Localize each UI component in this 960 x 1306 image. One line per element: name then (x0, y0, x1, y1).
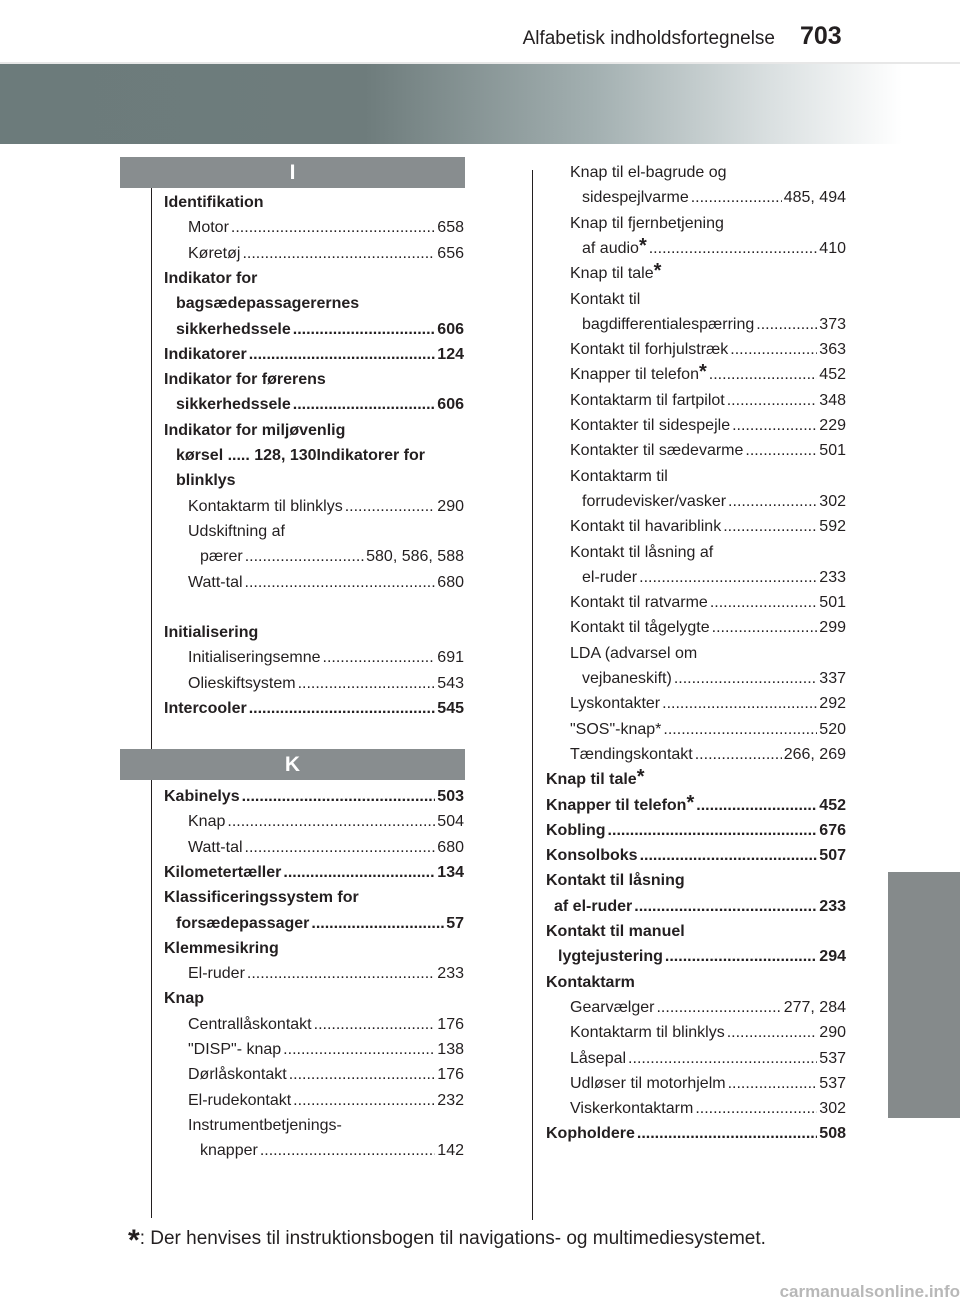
footnote-mark: * (128, 1224, 140, 1257)
column-rule-left (151, 188, 152, 1218)
index-entry-term: El-rudekontakt (188, 1091, 292, 1109)
index-entry (188, 1012, 464, 1037)
index-entry-term: Intercooler (164, 700, 247, 717)
index-entry-page: 680 (437, 573, 464, 591)
column-rule-right (532, 170, 533, 1220)
index-entry (570, 160, 846, 185)
index-entry-term: Tændingskontakt (570, 745, 693, 763)
header-banner (0, 64, 960, 144)
leader-dots (674, 666, 817, 691)
index-entry (570, 615, 846, 640)
index-entry (164, 190, 464, 215)
index-entry (546, 818, 846, 843)
index-entry-term: Udløser til motorhjelm (570, 1074, 726, 1092)
index-entry (188, 1113, 464, 1138)
index-entry (188, 835, 464, 860)
index-entry: af audio * ..... 410 (582, 236, 846, 261)
index-entry (188, 1037, 464, 1062)
index-entry-term: lygtejustering (558, 948, 663, 966)
index-entry (570, 514, 846, 539)
leader-dots (696, 793, 817, 818)
leader-dots (727, 1020, 818, 1045)
index-entry (570, 742, 846, 767)
index-entry-page: 290 (819, 1024, 846, 1042)
index-entry-term: Knap til fjernbetjening (570, 214, 724, 232)
index-entry-term: Kontakt til låsning (546, 872, 685, 890)
index-entry (570, 464, 846, 489)
index-entry-page: 176 (437, 1066, 464, 1084)
index-entry-term: Indikator for miljøvenlig (164, 421, 346, 439)
index-entry-term: Knap til el-bagrude og (570, 164, 727, 181)
index-entry (570, 1096, 846, 1121)
index-entry-term: Knap til tale (570, 265, 654, 283)
leader-dots (245, 835, 436, 860)
index-entry-page: 57 (446, 914, 464, 932)
index-entry-term: Kobling (546, 821, 606, 839)
index-entry (176, 392, 464, 417)
watermark: carmanualsonline.info (779, 1282, 960, 1301)
index-entry-page: 485, 494 (783, 189, 846, 207)
leader-dots (649, 236, 818, 261)
index-entry (582, 185, 846, 210)
index-entry-term: sidespejlvarme (582, 189, 689, 207)
leader-dots (662, 691, 817, 716)
index-entry-page: 134 (437, 863, 464, 881)
leader-dots (311, 911, 444, 936)
index-entry (582, 666, 846, 691)
index-entry (188, 809, 464, 834)
index-entry-page: 124 (437, 345, 464, 363)
index-entry-page: 232 (437, 1091, 464, 1109)
index-entry-term: Centrallåskontakt (188, 1015, 312, 1033)
index-entry-term: Klemmesikring (164, 939, 279, 957)
index-entry (546, 970, 846, 995)
index-entry-term: Kontaktarm til (570, 467, 668, 485)
index-entry (570, 388, 846, 413)
index-entry-term: blinklys (176, 472, 236, 490)
index-entry (546, 868, 846, 893)
index-entry-page: 302 (819, 492, 846, 510)
index-entry-term: knapper (200, 1142, 258, 1160)
leader-dots (640, 843, 818, 868)
index-entry-term: Motor (188, 219, 229, 237)
leader-dots (723, 514, 817, 539)
leader-dots (293, 1088, 435, 1113)
index-entry (188, 1062, 464, 1087)
leader-dots (608, 818, 818, 843)
index-entry-term: "SOS"-knap* (570, 720, 662, 738)
index-entry (582, 489, 846, 514)
index-entry-page: 452 (819, 366, 846, 384)
index-entry-page: 142 (437, 1142, 464, 1160)
index-entry (570, 287, 846, 312)
leader-dots (249, 342, 436, 367)
index-entry (176, 291, 464, 316)
index-entry-page: 410 (819, 239, 846, 257)
footnote-text: : Der henvises til instruktionsbogen til navigations- og multimediesystemet. (139, 1228, 766, 1249)
index-entry-term: Konsolboks (546, 847, 638, 865)
index-entry (570, 337, 846, 362)
index-entry (176, 911, 464, 936)
index-entry-term: forsædepassager (176, 914, 310, 932)
index-entry (164, 936, 464, 961)
leader-dots (345, 494, 436, 519)
footnote (128, 1224, 868, 1257)
index-entry-page: 537 (819, 1074, 846, 1092)
index-entry (570, 641, 846, 666)
index-entry: Knapper til telefon * ..... 452 (570, 362, 846, 387)
index-entry-page: 520 (819, 720, 846, 738)
index-entry-term: Kontaktarm til fartpilot (570, 391, 725, 409)
index-entry (176, 443, 464, 468)
index-entry-term: bagsædepassagerernes (176, 295, 360, 313)
index-entry-term: Knapper til telefon (546, 796, 687, 814)
index-entry-term: Dørlåskontakt (188, 1066, 287, 1084)
index-entry-term: bagdifferentialespærring (582, 315, 755, 333)
index-entry-page: 504 (437, 813, 464, 831)
index-entry (176, 468, 464, 493)
index-entry-term: El-ruder (188, 965, 245, 983)
leader-dots (712, 615, 818, 640)
leader-dots (283, 1037, 435, 1062)
index-entry-page: 592 (819, 518, 846, 536)
index-entry-term: Lyskontakter (570, 695, 661, 713)
index-entry-term: Gearvælger (570, 998, 655, 1016)
leader-dots (260, 1138, 435, 1163)
index-entry-page: 233 (437, 965, 464, 983)
index-entry (200, 1138, 464, 1163)
leader-dots (639, 565, 817, 590)
index-entry-page: 294 (819, 948, 846, 966)
leader-dots (242, 241, 435, 266)
index-entry-term: af audio (582, 239, 639, 257)
index-entry-page: 545 (437, 700, 464, 717)
index-entry-term: Instrumentbetjenings- (188, 1116, 342, 1134)
index-entry-term: Knap til tale (546, 771, 637, 789)
index-entry-term: sikkerhedssele (176, 396, 291, 414)
index-entry-page: 501 (819, 594, 846, 612)
index-entry (570, 540, 846, 565)
index-entry-term: Kontakt til tågelygte (570, 619, 710, 637)
index-entry-term: af el-ruder (554, 897, 633, 915)
index-entry-page: 277, 284 (783, 998, 846, 1016)
index-entry-page: 302 (819, 1100, 846, 1118)
index-entry (546, 1121, 846, 1146)
index-entry-term: Køretøj (188, 244, 241, 262)
leader-dots (314, 1012, 436, 1037)
leader-dots (691, 185, 782, 210)
index-entry-page: 292 (819, 695, 846, 713)
index-entry-term: Identifikation (164, 194, 264, 211)
index-entry (546, 843, 846, 868)
index-entry-term: Initialisering (164, 624, 259, 642)
index-entry-term: "DISP"- knap (188, 1041, 282, 1058)
index-entry (582, 565, 846, 590)
index-entry-term: Kontaktarm til blinklys (570, 1024, 725, 1042)
index-entry-term: Knapper til telefon (570, 366, 699, 384)
index-entry-term: Indikator for førerens (164, 371, 326, 389)
leader-dots (663, 717, 817, 742)
index-entry-page: 691 (437, 649, 464, 667)
index-entry-page: 680 (437, 838, 464, 856)
index-entry-page: 373 (819, 315, 846, 333)
index-entry-page: 537 (819, 1049, 846, 1067)
index-entry-term: Knap (188, 813, 226, 831)
index-entry-term: kørsel ..... 128, 130Indikatorer for (176, 447, 425, 464)
index-entry-page: 606 (437, 320, 464, 338)
index-entry-term: Indikatorer (164, 345, 247, 363)
leader-dots (727, 388, 818, 413)
index-entry-term: Kabinelys (164, 788, 240, 805)
index-entry (200, 544, 464, 569)
index-entry-page: 233 (819, 897, 846, 915)
index-entry-page: 503 (437, 788, 464, 805)
index-entry-term: Klassificeringssystem for (164, 889, 359, 907)
index-entry-term: Kontakt til havariblink (570, 518, 722, 536)
leader-dots (728, 489, 817, 514)
leader-dots (656, 995, 781, 1020)
index-entry-term: Kontaktarm (546, 973, 635, 991)
index-entry (164, 342, 464, 367)
index-entry (570, 691, 846, 716)
index-entry (570, 717, 846, 742)
index-entry-page: 676 (819, 821, 846, 839)
leader-dots (227, 809, 435, 834)
index-entry (188, 645, 464, 670)
index-entry (558, 944, 846, 969)
leader-dots (298, 671, 436, 696)
index-entry-term: Kilometertæller (164, 863, 282, 881)
leader-dots (665, 944, 817, 969)
leader-dots (728, 1071, 818, 1096)
leader-dots (709, 362, 818, 387)
index-entry-term: Kontakt til (570, 290, 641, 308)
index-entry (188, 1088, 464, 1113)
index-entry (164, 885, 464, 910)
index-entry-page: 233 (819, 568, 846, 586)
index-entry-term: Knap (164, 990, 204, 1008)
index-entry: Knap til tale * (570, 261, 846, 286)
index-entry-page: 290 (437, 497, 464, 515)
index-entry (570, 438, 846, 463)
running-header-title: Alfabetisk indholdsfortegnelse (522, 28, 775, 49)
index-entry-page: 543 (437, 674, 464, 692)
index-entry-page: 337 (819, 670, 846, 687)
index-entry (570, 1020, 846, 1045)
section-header-i: I (120, 157, 465, 188)
index-entry-term: Initialiseringsemne (188, 649, 321, 667)
index-entry-page: 580, 586, 588 (366, 548, 464, 566)
index-entry (570, 211, 846, 236)
leader-dots (245, 544, 364, 569)
section-header-k: K (120, 749, 465, 780)
index-entry-page: 606 (437, 396, 464, 414)
index-entry (188, 494, 464, 519)
leader-dots (289, 1062, 436, 1087)
leader-dots (732, 413, 817, 438)
index-entry-term: vejbaneskift) (582, 670, 672, 687)
index-entry (188, 671, 464, 696)
index-entry (188, 961, 464, 986)
index-entry-term: Kontaktarm til blinklys (188, 497, 343, 515)
index-entry-page: 656 (437, 244, 464, 262)
leader-dots (710, 590, 817, 615)
leader-dots (637, 1121, 817, 1146)
index-entry (164, 696, 464, 721)
index-entry-term: Watt-tal (188, 573, 243, 591)
index-entry-page: 229 (819, 417, 846, 434)
index-entry-page: 348 (819, 391, 846, 409)
index-entry-term: Låsepal (570, 1049, 627, 1067)
chapter-thumb-tab (888, 872, 960, 1118)
index-entry: Knapper til telefon * ..... 452 (546, 793, 846, 818)
leader-dots (231, 215, 435, 240)
leader-dots (730, 337, 817, 362)
index-entry-term: Olieskiftsystem (188, 674, 296, 692)
index-entry-page: 452 (819, 796, 846, 814)
leader-dots (249, 696, 436, 721)
index-entry-term: forrudevisker/vasker (582, 492, 727, 510)
index-entry (570, 1071, 846, 1096)
index-entry (582, 312, 846, 337)
index-entry (188, 241, 464, 266)
index-entry-page: 508 (819, 1125, 846, 1143)
index-entry-term: Kontakt til manuel (546, 923, 685, 940)
index-entry-term: pærer (200, 548, 243, 566)
index-entry-page: 501 (819, 442, 846, 460)
leader-dots (293, 392, 436, 417)
index-entry-term: sikkerhedssele (176, 320, 291, 338)
index-entry (570, 995, 846, 1020)
index-entry (188, 519, 464, 544)
leader-dots (323, 645, 436, 670)
index-entry (164, 367, 464, 392)
leader-dots (283, 860, 435, 885)
leader-dots (756, 312, 817, 337)
index-entry (176, 317, 464, 342)
index-entry-term: Indikator for (164, 269, 258, 287)
index-entry (188, 570, 464, 595)
index-entry (546, 919, 846, 944)
index-entry-page: 658 (437, 219, 464, 237)
index-entry (570, 590, 846, 615)
index-entry-term: Kontakt til forhjulstræk (570, 341, 729, 359)
index-entry-term: Udskiftning af (188, 522, 285, 540)
index-entry (164, 418, 464, 443)
index-entry: Knap til tale * (546, 767, 846, 792)
index-entry-term: Kontakter til sædevarme (570, 442, 744, 460)
index-entry-page: 507 (819, 847, 846, 865)
index-entry-term: Kontakt til ratvarme (570, 594, 708, 612)
leader-dots (247, 961, 435, 986)
index-entry (554, 894, 846, 919)
leader-dots (628, 1046, 817, 1071)
index-entry-term: el-ruder (582, 568, 638, 586)
index-entry-page: 266, 269 (783, 745, 846, 763)
leader-dots (293, 317, 436, 342)
index-entry-page: 299 (819, 619, 846, 637)
leader-dots (695, 1096, 817, 1121)
leader-dots (695, 742, 782, 767)
index-entry-term: Kopholdere (546, 1125, 635, 1143)
leader-dots (745, 438, 817, 463)
index-entry-term: LDA (advarsel om (570, 644, 698, 662)
index-entry-page: 363 (819, 341, 846, 359)
index-entry (570, 1046, 846, 1071)
index-entry-term: Kontakter til sidespejle (570, 417, 731, 434)
index-entry (164, 620, 464, 645)
index-entry-page: 176 (437, 1015, 464, 1033)
leader-dots (245, 570, 436, 595)
index-entry-term: Viskerkontaktarm (570, 1100, 694, 1118)
page-number: 703 (800, 22, 842, 50)
index-entry-page: 138 (437, 1041, 464, 1058)
index-entry (188, 215, 464, 240)
index-entry (164, 784, 464, 809)
index-entry (164, 266, 464, 291)
leader-dots (242, 784, 436, 809)
index-entry (570, 413, 846, 438)
index-entry (164, 986, 464, 1011)
leader-dots (634, 894, 817, 919)
index-entry (164, 860, 464, 885)
index-entry-term: Kontakt til låsning af (570, 543, 714, 561)
index-entry-term: Watt-tal (188, 838, 243, 856)
